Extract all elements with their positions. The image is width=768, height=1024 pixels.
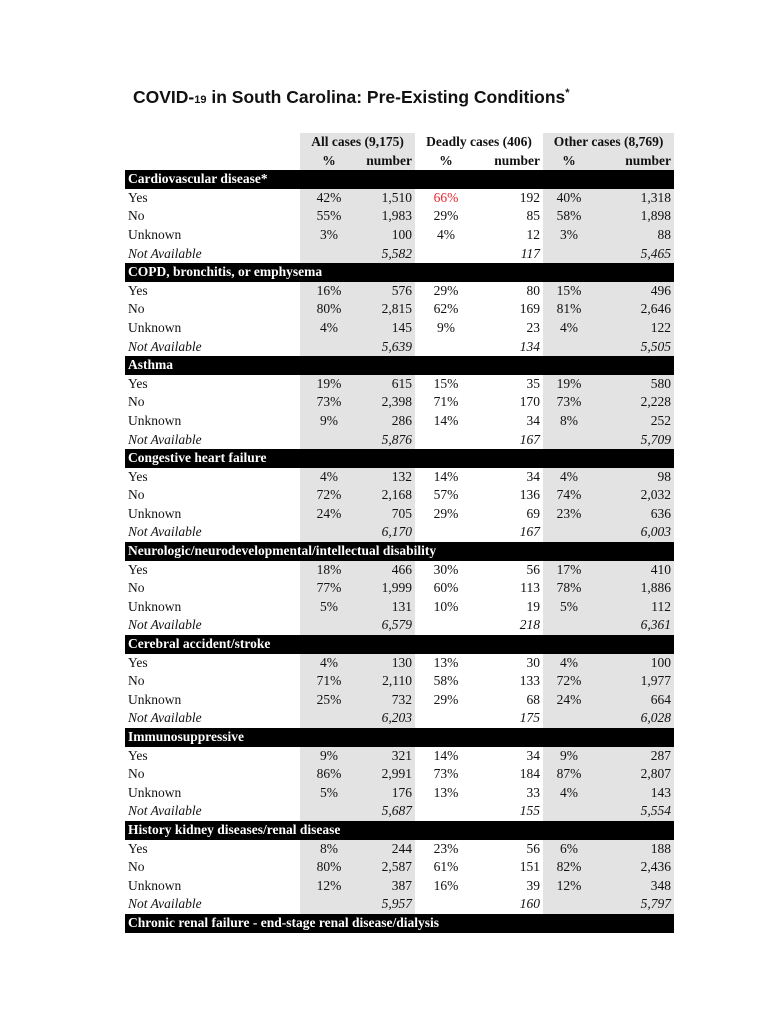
cell-all-num: 2,168 — [358, 486, 415, 505]
cell-deadly-pct — [415, 523, 477, 542]
cell-deadly-pct: 62% — [433, 301, 459, 317]
cell-deadly-num: 39 — [526, 877, 541, 893]
cell-other-num: 1,977 — [595, 672, 674, 691]
cell-other-pct: 24% — [543, 691, 595, 710]
row-label: Not Available — [128, 710, 202, 726]
section-header-row — [125, 728, 674, 747]
cell-all-pct: 4% — [300, 319, 358, 338]
cell-deadly-pct — [415, 895, 477, 914]
cell-other-num: 5,797 — [595, 895, 674, 914]
cell-all-num: 131 — [358, 598, 415, 617]
cell-other-num: 1,898 — [595, 207, 674, 226]
table-row — [125, 282, 674, 301]
cell-other-num: 188 — [595, 840, 674, 859]
cell-other-num: 252 — [595, 412, 674, 431]
cell-all-pct: 4% — [300, 654, 358, 673]
section-title: History kidney diseases/renal disease — [125, 821, 674, 840]
cell-deadly-num: 160 — [519, 896, 541, 912]
table-row — [125, 189, 674, 208]
cell-other-pct: 4% — [543, 468, 595, 487]
cell-deadly-pct: 66% — [433, 189, 459, 205]
table-row — [125, 226, 674, 245]
cell-all-num: 145 — [358, 319, 415, 338]
cell-deadly-pct: 13% — [433, 654, 459, 670]
row-label: Not Available — [128, 803, 202, 819]
table-row — [125, 765, 674, 784]
cell-other-num: 143 — [595, 784, 674, 803]
cell-all-pct: 42% — [300, 189, 358, 208]
cell-other-pct: 3% — [543, 226, 595, 245]
cell-all-num: 5,639 — [358, 338, 415, 357]
group-header-row — [125, 133, 674, 152]
cell-other-pct: 15% — [543, 282, 595, 301]
cell-all-pct: 5% — [300, 598, 358, 617]
cell-other-pct: 73% — [543, 393, 595, 412]
row-label: Unknown — [128, 784, 182, 800]
table-row — [125, 858, 674, 877]
row-label: No — [128, 394, 145, 410]
table-row — [125, 877, 674, 896]
cell-other-num: 410 — [595, 561, 674, 580]
cell-deadly-num: 34 — [526, 747, 541, 763]
cell-other-pct: 82% — [543, 858, 595, 877]
row-label: Yes — [128, 375, 148, 391]
table-row — [125, 319, 674, 338]
cell-deadly-num: 19 — [526, 598, 541, 614]
section-title: Neurologic/neurodevelopmental/intellectual disability — [125, 542, 674, 561]
row-label: Not Available — [128, 524, 202, 540]
cell-other-pct — [543, 709, 595, 728]
row-label: Not Available — [128, 896, 202, 912]
table-row — [125, 747, 674, 766]
cell-all-pct: 80% — [300, 300, 358, 319]
row-label: Unknown — [128, 598, 182, 614]
cell-other-pct: 19% — [543, 375, 595, 394]
header-other-cases: Other cases (8,769) — [543, 133, 674, 152]
section-title: Congestive heart failure — [125, 449, 674, 468]
cell-deadly-num: 136 — [519, 487, 541, 503]
page-title: COVID-19 in South Carolina: Pre-Existing Conditions* — [133, 87, 570, 107]
cell-other-num: 5,505 — [595, 338, 674, 357]
cell-all-num: 1,510 — [358, 189, 415, 208]
cell-other-pct — [543, 616, 595, 635]
cell-all-num: 286 — [358, 412, 415, 431]
cell-other-num: 5,709 — [595, 431, 674, 450]
cell-all-pct: 9% — [300, 412, 358, 431]
cell-other-pct — [543, 802, 595, 821]
cell-other-num: 664 — [595, 691, 674, 710]
cell-all-num: 466 — [358, 561, 415, 580]
cell-all-pct: 25% — [300, 691, 358, 710]
cell-deadly-pct: 73% — [433, 766, 459, 782]
cell-all-num: 732 — [358, 691, 415, 710]
cell-all-pct: 73% — [300, 393, 358, 412]
cell-all-pct — [300, 338, 358, 357]
row-label: Yes — [128, 189, 148, 205]
cell-deadly-num: 35 — [526, 375, 541, 391]
cell-all-num: 1,999 — [358, 579, 415, 598]
cell-other-num: 1,318 — [595, 189, 674, 208]
cell-all-num: 5,876 — [358, 431, 415, 450]
cell-deadly-pct: 58% — [433, 673, 459, 689]
cell-all-pct: 77% — [300, 579, 358, 598]
cell-deadly-num: 23 — [526, 319, 541, 335]
table-row — [125, 802, 674, 821]
table-row — [125, 486, 674, 505]
cell-other-num: 2,228 — [595, 393, 674, 412]
cell-deadly-num: 184 — [519, 766, 541, 782]
table-row — [125, 840, 674, 859]
cell-all-pct: 19% — [300, 375, 358, 394]
cell-other-pct: 4% — [543, 319, 595, 338]
header-all-cases: All cases (9,175) — [300, 133, 415, 152]
cell-deadly-num: 117 — [520, 245, 541, 261]
cell-deadly-num: 33 — [526, 784, 541, 800]
cell-deadly-num: 192 — [519, 189, 541, 205]
row-label: No — [128, 580, 145, 596]
cell-other-num: 636 — [595, 505, 674, 524]
cell-deadly-num: 80 — [526, 282, 541, 298]
table-row — [125, 300, 674, 319]
cell-deadly-num: 68 — [526, 691, 541, 707]
row-label: Unknown — [128, 691, 182, 707]
cell-other-num: 5,465 — [595, 245, 674, 264]
cell-all-pct: 16% — [300, 282, 358, 301]
row-label: Yes — [128, 282, 148, 298]
row-label: Unknown — [128, 412, 182, 428]
section-title: Asthma — [125, 356, 674, 375]
cell-deadly-pct — [415, 245, 477, 264]
cell-deadly-pct: 14% — [433, 468, 459, 484]
cell-other-num: 2,436 — [595, 858, 674, 877]
cell-all-num: 2,398 — [358, 393, 415, 412]
cell-all-num: 5,687 — [358, 802, 415, 821]
sub-header-row — [125, 152, 674, 171]
cell-other-pct: 4% — [543, 654, 595, 673]
cell-deadly-pct: 57% — [433, 487, 459, 503]
cell-deadly-pct: 14% — [433, 412, 459, 428]
cell-deadly-pct: 61% — [433, 859, 459, 875]
cell-other-num: 6,361 — [595, 616, 674, 635]
table-row — [125, 431, 674, 450]
cell-other-pct: 17% — [543, 561, 595, 580]
cell-other-pct: 58% — [543, 207, 595, 226]
cell-other-pct: 5% — [543, 598, 595, 617]
section-header-row — [125, 356, 674, 375]
cell-deadly-pct: 71% — [433, 394, 459, 410]
cell-all-num: 6,203 — [358, 709, 415, 728]
row-label: No — [128, 766, 145, 782]
section-header-row — [125, 821, 674, 840]
table-row — [125, 672, 674, 691]
cell-other-num: 112 — [595, 598, 674, 617]
section-title: Cerebral accident/stroke — [125, 635, 674, 654]
cell-all-pct: 86% — [300, 765, 358, 784]
cell-deadly-num: 169 — [519, 301, 541, 317]
row-label: No — [128, 487, 145, 503]
row-label: Unknown — [128, 877, 182, 893]
cell-deadly-num: 175 — [519, 710, 541, 726]
cell-all-pct: 24% — [300, 505, 358, 524]
cell-deadly-pct — [415, 616, 477, 635]
cell-deadly-pct: 4% — [437, 226, 456, 242]
cell-all-pct — [300, 523, 358, 542]
table-body — [125, 170, 674, 932]
cell-deadly-pct — [415, 802, 477, 821]
row-label: Yes — [128, 747, 148, 763]
section-title: COPD, bronchitis, or emphysema — [125, 263, 674, 282]
cell-deadly-pct: 14% — [433, 747, 459, 763]
cell-deadly-pct: 9% — [437, 319, 456, 335]
table-row — [125, 895, 674, 914]
table-row — [125, 412, 674, 431]
table-row — [125, 654, 674, 673]
cell-deadly-pct: 29% — [433, 505, 459, 521]
cell-all-pct: 71% — [300, 672, 358, 691]
cell-all-pct: 80% — [300, 858, 358, 877]
cell-all-pct: 5% — [300, 784, 358, 803]
cell-all-pct — [300, 895, 358, 914]
cell-deadly-num: 167 — [519, 431, 541, 447]
cell-other-pct: 12% — [543, 877, 595, 896]
cell-other-num: 122 — [595, 319, 674, 338]
cell-other-pct — [543, 523, 595, 542]
cell-all-num: 705 — [358, 505, 415, 524]
row-label: Unknown — [128, 319, 182, 335]
row-label: Yes — [128, 840, 148, 856]
cell-deadly-pct: 60% — [433, 580, 459, 596]
header-blank — [125, 133, 300, 152]
cell-deadly-pct: 16% — [433, 877, 459, 893]
cell-all-pct: 55% — [300, 207, 358, 226]
row-label: Unknown — [128, 226, 182, 242]
table-row — [125, 338, 674, 357]
cell-deadly-pct: 13% — [433, 784, 459, 800]
row-label: Not Available — [128, 617, 202, 633]
cell-other-pct: 78% — [543, 579, 595, 598]
table-row — [125, 579, 674, 598]
cell-deadly-num: 30 — [526, 654, 541, 670]
cell-other-pct: 81% — [543, 300, 595, 319]
cell-other-num: 1,886 — [595, 579, 674, 598]
cell-all-num: 244 — [358, 840, 415, 859]
cell-deadly-pct: 29% — [433, 691, 459, 707]
conditions-table — [125, 133, 674, 933]
table-row — [125, 598, 674, 617]
header-other-pct: % — [543, 152, 595, 171]
cell-all-pct — [300, 616, 358, 635]
table-row — [125, 207, 674, 226]
table-row — [125, 784, 674, 803]
cell-all-pct — [300, 709, 358, 728]
cell-deadly-num: 133 — [519, 673, 541, 689]
row-label: Not Available — [128, 245, 202, 261]
table-row — [125, 691, 674, 710]
header-all-number: number — [358, 152, 415, 171]
cell-other-num: 98 — [595, 468, 674, 487]
cell-deadly-num: 12 — [526, 226, 541, 242]
table-row — [125, 616, 674, 635]
cell-other-pct — [543, 245, 595, 264]
table-row — [125, 245, 674, 264]
cell-all-num: 2,110 — [358, 672, 415, 691]
cell-all-pct: 3% — [300, 226, 358, 245]
cell-all-pct — [300, 431, 358, 450]
cell-all-pct: 4% — [300, 468, 358, 487]
row-label: Yes — [128, 654, 148, 670]
cell-all-num: 6,579 — [358, 616, 415, 635]
header-deadly-number: number — [494, 152, 541, 168]
header-deadly-pct: % — [439, 152, 453, 168]
cell-all-num: 5,957 — [358, 895, 415, 914]
table-row — [125, 468, 674, 487]
cell-deadly-num: 134 — [519, 338, 541, 354]
cell-other-num: 100 — [595, 654, 674, 673]
table-row — [125, 505, 674, 524]
cell-other-num: 580 — [595, 375, 674, 394]
cell-all-pct: 72% — [300, 486, 358, 505]
cell-all-num: 100 — [358, 226, 415, 245]
row-label: No — [128, 208, 145, 224]
cell-other-pct: 40% — [543, 189, 595, 208]
cell-other-num: 88 — [595, 226, 674, 245]
cell-all-num: 2,815 — [358, 300, 415, 319]
row-label: No — [128, 301, 145, 317]
cell-deadly-pct — [415, 338, 477, 357]
cell-other-num: 5,554 — [595, 802, 674, 821]
cell-other-num: 6,028 — [595, 709, 674, 728]
cell-deadly-pct — [415, 431, 477, 450]
cell-other-pct: 74% — [543, 486, 595, 505]
header-other-number: number — [595, 152, 674, 171]
cell-all-pct: 12% — [300, 877, 358, 896]
cell-deadly-num: 69 — [526, 505, 541, 521]
header-blank — [125, 152, 300, 171]
cell-other-num: 2,032 — [595, 486, 674, 505]
cell-other-pct: 72% — [543, 672, 595, 691]
row-label: No — [128, 859, 145, 875]
row-label: Yes — [128, 468, 148, 484]
header-deadly-cases: Deadly cases (406) — [426, 134, 532, 149]
cell-other-num: 2,646 — [595, 300, 674, 319]
table-row — [125, 709, 674, 728]
table-row — [125, 523, 674, 542]
cell-all-pct — [300, 245, 358, 264]
cell-all-num: 615 — [358, 375, 415, 394]
table-row — [125, 375, 674, 394]
section-header-row — [125, 263, 674, 282]
row-label: Not Available — [128, 338, 202, 354]
section-header-row — [125, 914, 674, 933]
section-header-row — [125, 542, 674, 561]
cell-all-num: 1,983 — [358, 207, 415, 226]
cell-other-num: 287 — [595, 747, 674, 766]
cell-deadly-num: 85 — [526, 208, 541, 224]
cell-other-pct — [543, 338, 595, 357]
section-header-row — [125, 170, 674, 189]
cell-other-num: 348 — [595, 877, 674, 896]
cell-all-num: 132 — [358, 468, 415, 487]
cell-deadly-pct — [415, 709, 477, 728]
section-title: Cardiovascular disease* — [125, 170, 674, 189]
cell-other-num: 496 — [595, 282, 674, 301]
cell-all-num: 176 — [358, 784, 415, 803]
row-label: Yes — [128, 561, 148, 577]
cell-deadly-pct: 29% — [433, 208, 459, 224]
cell-all-num: 387 — [358, 877, 415, 896]
cell-other-pct: 6% — [543, 840, 595, 859]
cell-deadly-num: 113 — [520, 580, 541, 596]
cell-deadly-pct: 30% — [433, 561, 459, 577]
cell-all-num: 5,582 — [358, 245, 415, 264]
cell-other-pct — [543, 895, 595, 914]
cell-deadly-pct: 23% — [433, 840, 459, 856]
cell-deadly-num: 155 — [519, 803, 541, 819]
cell-deadly-num: 34 — [526, 468, 541, 484]
cell-other-pct: 23% — [543, 505, 595, 524]
cell-other-pct: 9% — [543, 747, 595, 766]
cell-deadly-num: 56 — [526, 561, 541, 577]
cell-deadly-pct: 15% — [433, 375, 459, 391]
cell-deadly-num: 170 — [519, 394, 541, 410]
cell-all-num: 6,170 — [358, 523, 415, 542]
cell-other-pct: 4% — [543, 784, 595, 803]
cell-deadly-num: 151 — [519, 859, 541, 875]
row-label: Not Available — [128, 431, 202, 447]
cell-all-num: 576 — [358, 282, 415, 301]
section-title: Chronic renal failure - end-stage renal disease/dialysis — [125, 914, 674, 933]
cell-deadly-pct: 29% — [433, 282, 459, 298]
cell-all-pct: 18% — [300, 561, 358, 580]
cell-deadly-num: 167 — [519, 524, 541, 540]
table-row — [125, 561, 674, 580]
cell-other-num: 6,003 — [595, 523, 674, 542]
section-header-row — [125, 635, 674, 654]
cell-all-num: 130 — [358, 654, 415, 673]
section-header-row — [125, 449, 674, 468]
cell-all-num: 2,991 — [358, 765, 415, 784]
cell-all-num: 2,587 — [358, 858, 415, 877]
cell-all-pct: 9% — [300, 747, 358, 766]
table-row — [125, 393, 674, 412]
cell-all-pct: 8% — [300, 840, 358, 859]
cell-deadly-num: 218 — [519, 617, 541, 633]
cell-other-num: 2,807 — [595, 765, 674, 784]
cell-deadly-pct: 10% — [433, 598, 459, 614]
header-all-pct: % — [300, 152, 358, 171]
cell-deadly-num: 56 — [526, 840, 541, 856]
section-title: Immunosuppressive — [125, 728, 674, 747]
row-label: Unknown — [128, 505, 182, 521]
cell-other-pct: 87% — [543, 765, 595, 784]
cell-deadly-num: 34 — [526, 412, 541, 428]
cell-all-num: 321 — [358, 747, 415, 766]
row-label: No — [128, 673, 145, 689]
cell-other-pct: 8% — [543, 412, 595, 431]
cell-all-pct — [300, 802, 358, 821]
cell-other-pct — [543, 431, 595, 450]
